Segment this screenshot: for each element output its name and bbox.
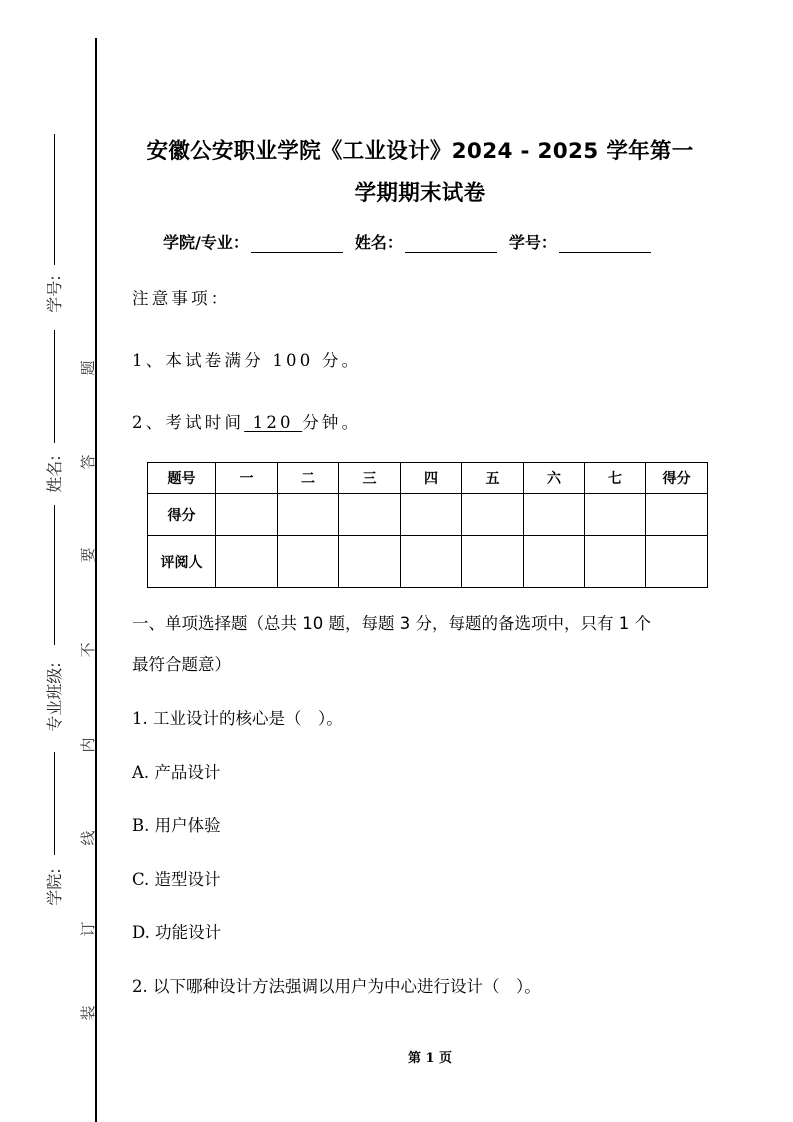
reviewer-cell[interactable] [646,536,708,588]
section-1-heading-line-2: 最符合题意） [132,655,231,674]
score-row-label: 得分 [148,494,216,536]
question-2-number: 2. [132,977,148,996]
score-cell[interactable] [524,494,585,536]
option-letter: D. [132,923,150,942]
info-student-id-label: 学号： [508,233,557,252]
score-table-row-score [148,494,708,536]
question-2 [132,973,541,997]
score-table-header-cell: 五 [462,463,524,494]
score-table-header-cell: 六 [524,463,585,494]
info-name [355,230,497,253]
option-text: 用户体验 [154,816,221,835]
binding-warning-char: 不 [79,642,97,658]
student-info-row [163,230,663,253]
option-text: 功能设计 [155,923,222,942]
reviewer-row-label: 评阅人 [148,536,216,588]
binding-field-student-id: 学号: [45,275,64,313]
option-letter: B. [132,816,150,835]
score-table-header-cell: 题号 [148,463,216,494]
student-id-blank-line [54,134,55,265]
score-cell[interactable] [462,494,524,536]
exam-title-line-2: 学期期末试卷 [354,181,486,206]
question-1-number: 1. [132,709,148,728]
option-letter: A. [132,763,150,782]
score-table [147,462,708,588]
notes-heading: 注意事项： [132,289,231,308]
score-cell[interactable] [339,494,401,536]
reviewer-cell[interactable] [524,536,585,588]
question-1-option-b[interactable] [132,812,221,836]
score-table-header-cell: 四 [401,463,462,494]
question-1-option-d[interactable] [132,919,221,943]
score-table-header-cell: 一 [216,463,278,494]
info-college-major-label: 学院/专业： [163,233,249,252]
binding-warning-char: 要 [79,547,97,563]
page-number: 第 1 页 [407,1051,453,1066]
reviewer-cell[interactable] [462,536,524,588]
reviewer-cell[interactable] [278,536,339,588]
score-cell[interactable] [278,494,339,536]
binding-warning-char: 内 [79,737,97,753]
binding-warning-char: 线 [79,830,97,846]
score-table-header-cell: 二 [278,463,339,494]
binding-field-name: 姓名: [45,455,64,493]
binding-warning-char: 题 [79,360,97,376]
exam-title-line-1: 安徽公安职业学院《工业设计》2024 - 2025 学年第一 [146,139,694,164]
question-1 [132,705,343,729]
notes-item-2 [132,409,361,433]
score-cell[interactable] [646,494,708,536]
option-text: 造型设计 [154,870,221,889]
score-cell[interactable] [216,494,278,536]
binding-separator-line [95,38,97,1122]
exam-duration-value: 120 [244,413,303,432]
question-2-text: 以下哪种设计方法强调以用户为中心进行设计（ ）。 [153,977,541,996]
score-table-header-cell: 得分 [646,463,708,494]
option-text: 产品设计 [154,763,221,782]
reviewer-cell[interactable] [585,536,646,588]
info-name-blank[interactable] [405,234,497,253]
score-table-header-row [148,463,708,494]
binding-warning-char: 答 [79,454,97,470]
notes-item-2-prefix: 2、考试时间 [132,413,245,432]
score-cell[interactable] [401,494,462,536]
question-1-text: 工业设计的核心是（ ）。 [153,709,343,728]
score-table-row-reviewer [148,536,708,588]
info-college-major [163,230,343,253]
reviewer-cell[interactable] [339,536,401,588]
reviewer-cell[interactable] [216,536,278,588]
score-cell[interactable] [585,494,646,536]
binding-field-college: 学院: [45,868,64,906]
binding-field-major-class: 专业班级: [45,662,64,732]
reviewer-cell[interactable] [401,536,462,588]
binding-warning-char: 装 [79,1005,97,1021]
score-table-header-cell: 七 [585,463,646,494]
question-1-option-c[interactable] [132,866,221,890]
question-1-option-a[interactable] [132,759,220,783]
major-class-blank-line [54,505,55,645]
info-student-id [509,230,651,253]
score-table-header-cell: 三 [339,463,401,494]
college-blank-line [54,752,55,855]
binding-warning-char: 订 [79,921,97,937]
info-college-major-blank[interactable] [251,234,343,253]
name-blank-line [54,330,55,443]
section-1-heading-line-1: 一、单项选择题（总共 10 题，每题 3 分，每题的备选项中，只有 1 个 [132,614,651,633]
info-name-label: 姓名： [354,233,403,252]
info-student-id-blank[interactable] [559,234,651,253]
notes-item-2-suffix: 分钟。 [302,413,362,432]
option-letter: C. [132,870,150,889]
notes-item-1: 1、本试卷满分 100 分。 [132,351,362,370]
